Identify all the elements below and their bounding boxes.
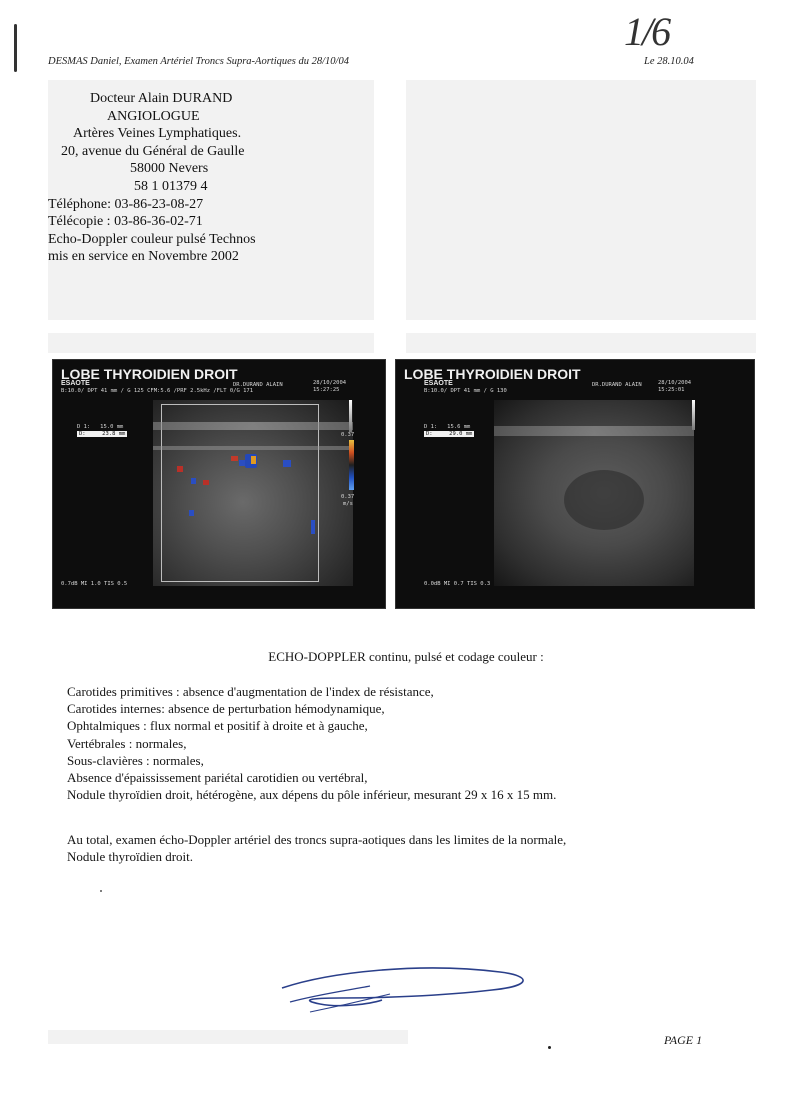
letterhead-line: 20, avenue du Général de Gaulle — [61, 143, 245, 159]
doppler-color-orange — [251, 456, 256, 464]
finding-line: Nodule thyroïdien droit, hétérogène, aux dépens du pôle inférieur, mesurant 29 x 16 x 15 mm. — [67, 787, 557, 803]
scan-date: 28/10/2004 — [313, 380, 347, 386]
document-date: Le 28.10.04 — [644, 56, 694, 67]
doppler-color-blue — [311, 520, 315, 534]
speck — [548, 1046, 551, 1049]
scan-brand: ESAOTE — [61, 380, 90, 387]
color-scale-bar — [349, 440, 354, 490]
findings-list — [67, 683, 767, 803]
scan-date: 28/10/2004 — [658, 380, 692, 386]
letterhead-line: mis en service en Novembre 2002 — [48, 249, 239, 265]
ultrasound-image-right — [395, 359, 755, 609]
doppler-color-blue — [191, 478, 196, 484]
scan-footer: 0.7dB MI 1.0 TIS 0.5 — [61, 581, 128, 587]
signature — [270, 960, 540, 1030]
speck — [100, 890, 102, 892]
ultrasound-image-left — [52, 359, 386, 609]
letterhead-line: Télécopie : 03-86-36-02-71 — [48, 214, 203, 230]
letterhead-line: Téléphone: 03-86-23-08-27 — [48, 196, 204, 212]
nodule-shadow — [564, 470, 644, 530]
finding-line: Carotides internes: absence de perturbation hémodynamique, — [67, 701, 385, 717]
letterhead-line: 58000 Nevers — [130, 161, 209, 177]
doppler-color-blue — [189, 510, 194, 516]
ghost-strip-left — [48, 333, 374, 353]
tissue-layer — [153, 422, 353, 430]
color-scale-top: 0.37 — [341, 432, 355, 438]
scan-title: LOBE THYROIDIEN DROIT — [61, 366, 238, 382]
doppler-color-red — [203, 480, 209, 485]
tissue-layer — [153, 446, 353, 450]
tissue-layer — [494, 426, 694, 436]
scan-title: LOBE THYROIDIEN DROIT — [404, 366, 581, 382]
conclusion — [67, 831, 767, 865]
report-title: ECHO-DOPPLER continu, pulsé et codage couleur : — [268, 649, 544, 664]
measurement-d: D: 29.0 mm — [426, 431, 473, 437]
handwritten-page-mark: 1/6 — [624, 9, 670, 54]
scan-params: B:10.0/ DPT 41 mm / G 130 — [424, 388, 507, 394]
doppler-color-red — [177, 466, 183, 472]
finding-line: Sous-clavières : normales, — [67, 752, 204, 768]
document-header: DESMAS Daniel, Examen Artériel Troncs Supra-Aortiques du 28/10/04 — [48, 56, 349, 67]
finding-line: Absence d'épaississement pariétal carotidien ou vertébral, — [67, 770, 368, 786]
ghost-footer — [48, 1030, 408, 1044]
conclusion-line: Nodule thyroïdien droit. — [67, 849, 194, 865]
color-scale-unit: m/s — [343, 501, 353, 507]
color-scale-bottom: 0.37 — [341, 494, 355, 500]
letterhead-line: Echo-Doppler couleur pulsé Technos — [48, 231, 256, 247]
scan-footer: 0.0dB MI 0.7 TIS 0.3 — [424, 581, 491, 587]
letterhead-line: Artères Veines Lymphatiques. — [73, 126, 242, 142]
binder-mark — [14, 24, 17, 72]
ghost-strip-right — [406, 333, 756, 353]
measurement-d1: D 1: 15.0 mm — [77, 424, 124, 430]
page-number: PAGE 1 — [664, 1033, 703, 1047]
measurement-d: D: 23.8 mm — [79, 431, 126, 437]
finding-line: Ophtalmiques : flux normal et positif à droite et à gauche, — [67, 718, 368, 734]
scan-time: 15:25:01 — [658, 387, 685, 393]
depth-scale — [349, 400, 352, 432]
depth-scale — [692, 400, 695, 430]
letterhead-line: 58 1 01379 4 — [134, 178, 208, 194]
scan-time: 15:27:25 — [313, 387, 340, 393]
conclusion-line: Au total, examen écho-Doppler artériel des troncs supra-aotiques dans les limites de la normale, — [67, 832, 567, 847]
measurement-d1: D 1: 15.6 mm — [424, 424, 471, 430]
doppler-color-red — [231, 456, 238, 461]
scan-doctor: DR.DURAND ALAIN — [233, 382, 283, 388]
letterhead-line: Docteur Alain DURAND — [90, 91, 233, 106]
doppler-color-blue — [283, 460, 291, 467]
scan-brand: ESAOTE — [424, 380, 453, 387]
finding-line: Carotides primitives : absence d'augmentation de l'index de résistance, — [67, 684, 434, 699]
ghost-block-right — [406, 80, 756, 320]
scan-doctor: DR.DURAND ALAIN — [592, 382, 642, 388]
doppler-box — [161, 404, 319, 582]
letterhead-line: ANGIOLOGUE — [107, 108, 200, 124]
letterhead — [48, 90, 288, 266]
scan-params: B:10.0/ DPT 41 mm / G 125 CFM:5.6 /PRF 2.5kHz /FLT 0/G 171 — [61, 388, 254, 394]
finding-line: Vertébrales : normales, — [67, 735, 187, 751]
